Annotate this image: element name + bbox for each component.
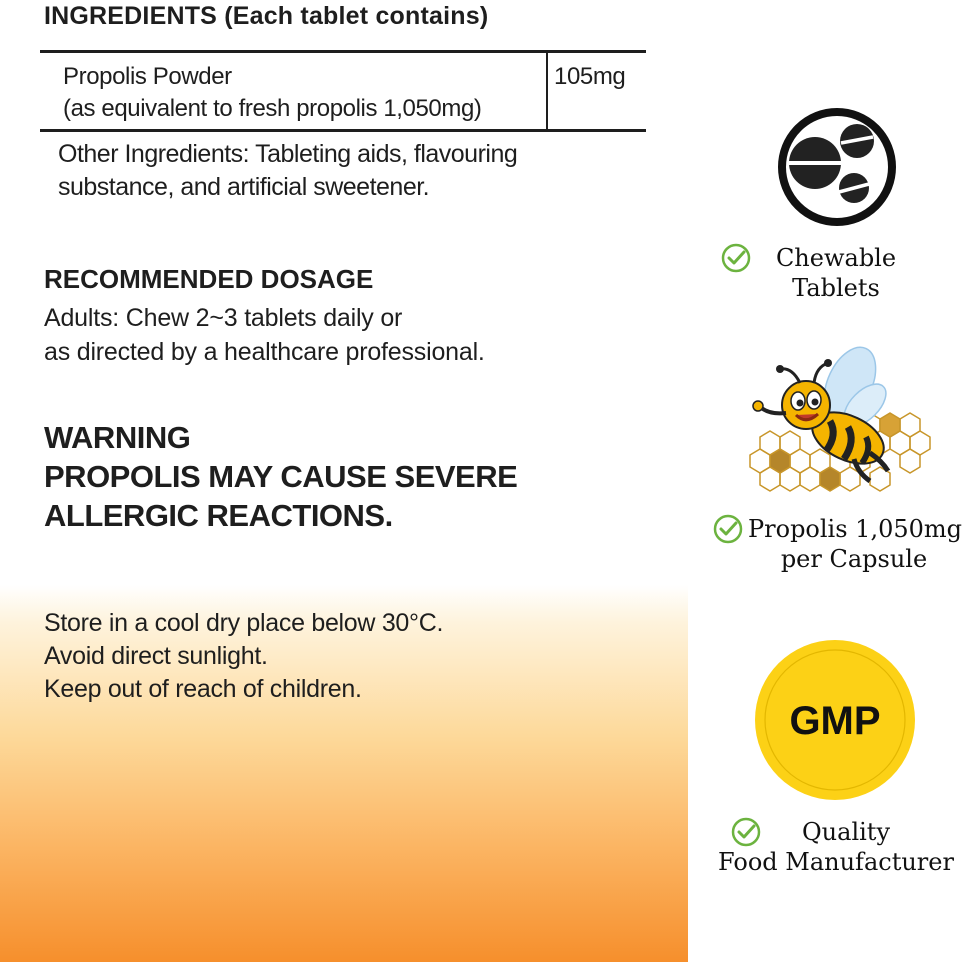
large-tablet [789,137,841,189]
warning-line3: ALLERGIC REACTIONS. [44,498,393,533]
check-icon [712,513,744,545]
other-ingredients-line2: substance, and artificial sweetener. [58,173,430,201]
storage-instructions [44,607,644,706]
bottom-tablet [839,173,869,203]
chewable-line2: Tablets [792,274,880,302]
ingredient-name: Propolis Powder [63,63,232,90]
feature-propolis-label [748,514,963,574]
feature-gmp-label [716,817,956,877]
table-divider [546,53,548,129]
warning-heading: WARNING [44,420,191,455]
chewable-line1: Chewable [775,244,897,272]
storage-line1: Store in a cool dry place below 30°C. [44,609,444,637]
top-tablet [840,124,874,158]
dosage-line2: as directed by a healthcare professional. [44,338,485,366]
ingredients-title: INGREDIENTS (Each tablet contains) [44,2,489,30]
storage-line2: Avoid direct sunlight. [44,642,268,670]
propolis-line1: Propolis 1,050mg [748,515,963,543]
gmp-line1: Quality [802,818,890,846]
dosage-heading: RECOMMENDED DOSAGE [44,264,374,294]
dosage-text [44,301,604,369]
gmp-line2: Food Manufacturer [718,848,954,876]
bee-honeycomb-icon [730,343,940,503]
other-ingredients-line1: Other Ingredients: Tableting aids, flavouring [58,140,518,168]
ingredient-amount: 105mg [554,63,626,90]
ingredient-name-cell [63,61,482,125]
gmp-badge-icon [755,640,915,800]
dosage-line1: Adults: Chew 2~3 tablets daily or [44,304,403,332]
feature-chewable-label [766,243,906,303]
warning-block [44,418,664,535]
other-ingredients [58,138,618,204]
gmp-badge-text: GMP [789,699,881,743]
propolis-line2: per Capsule [780,545,928,573]
storage-line3: Keep out of reach of children. [44,675,362,703]
check-icon [720,242,752,274]
tablets-icon [758,102,916,232]
ingredient-equivalent: (as equivalent to fresh propolis 1,050mg) [63,95,482,122]
ingredients-table [40,50,646,132]
warning-line2: PROPOLIS MAY CAUSE SEVERE [44,459,518,494]
